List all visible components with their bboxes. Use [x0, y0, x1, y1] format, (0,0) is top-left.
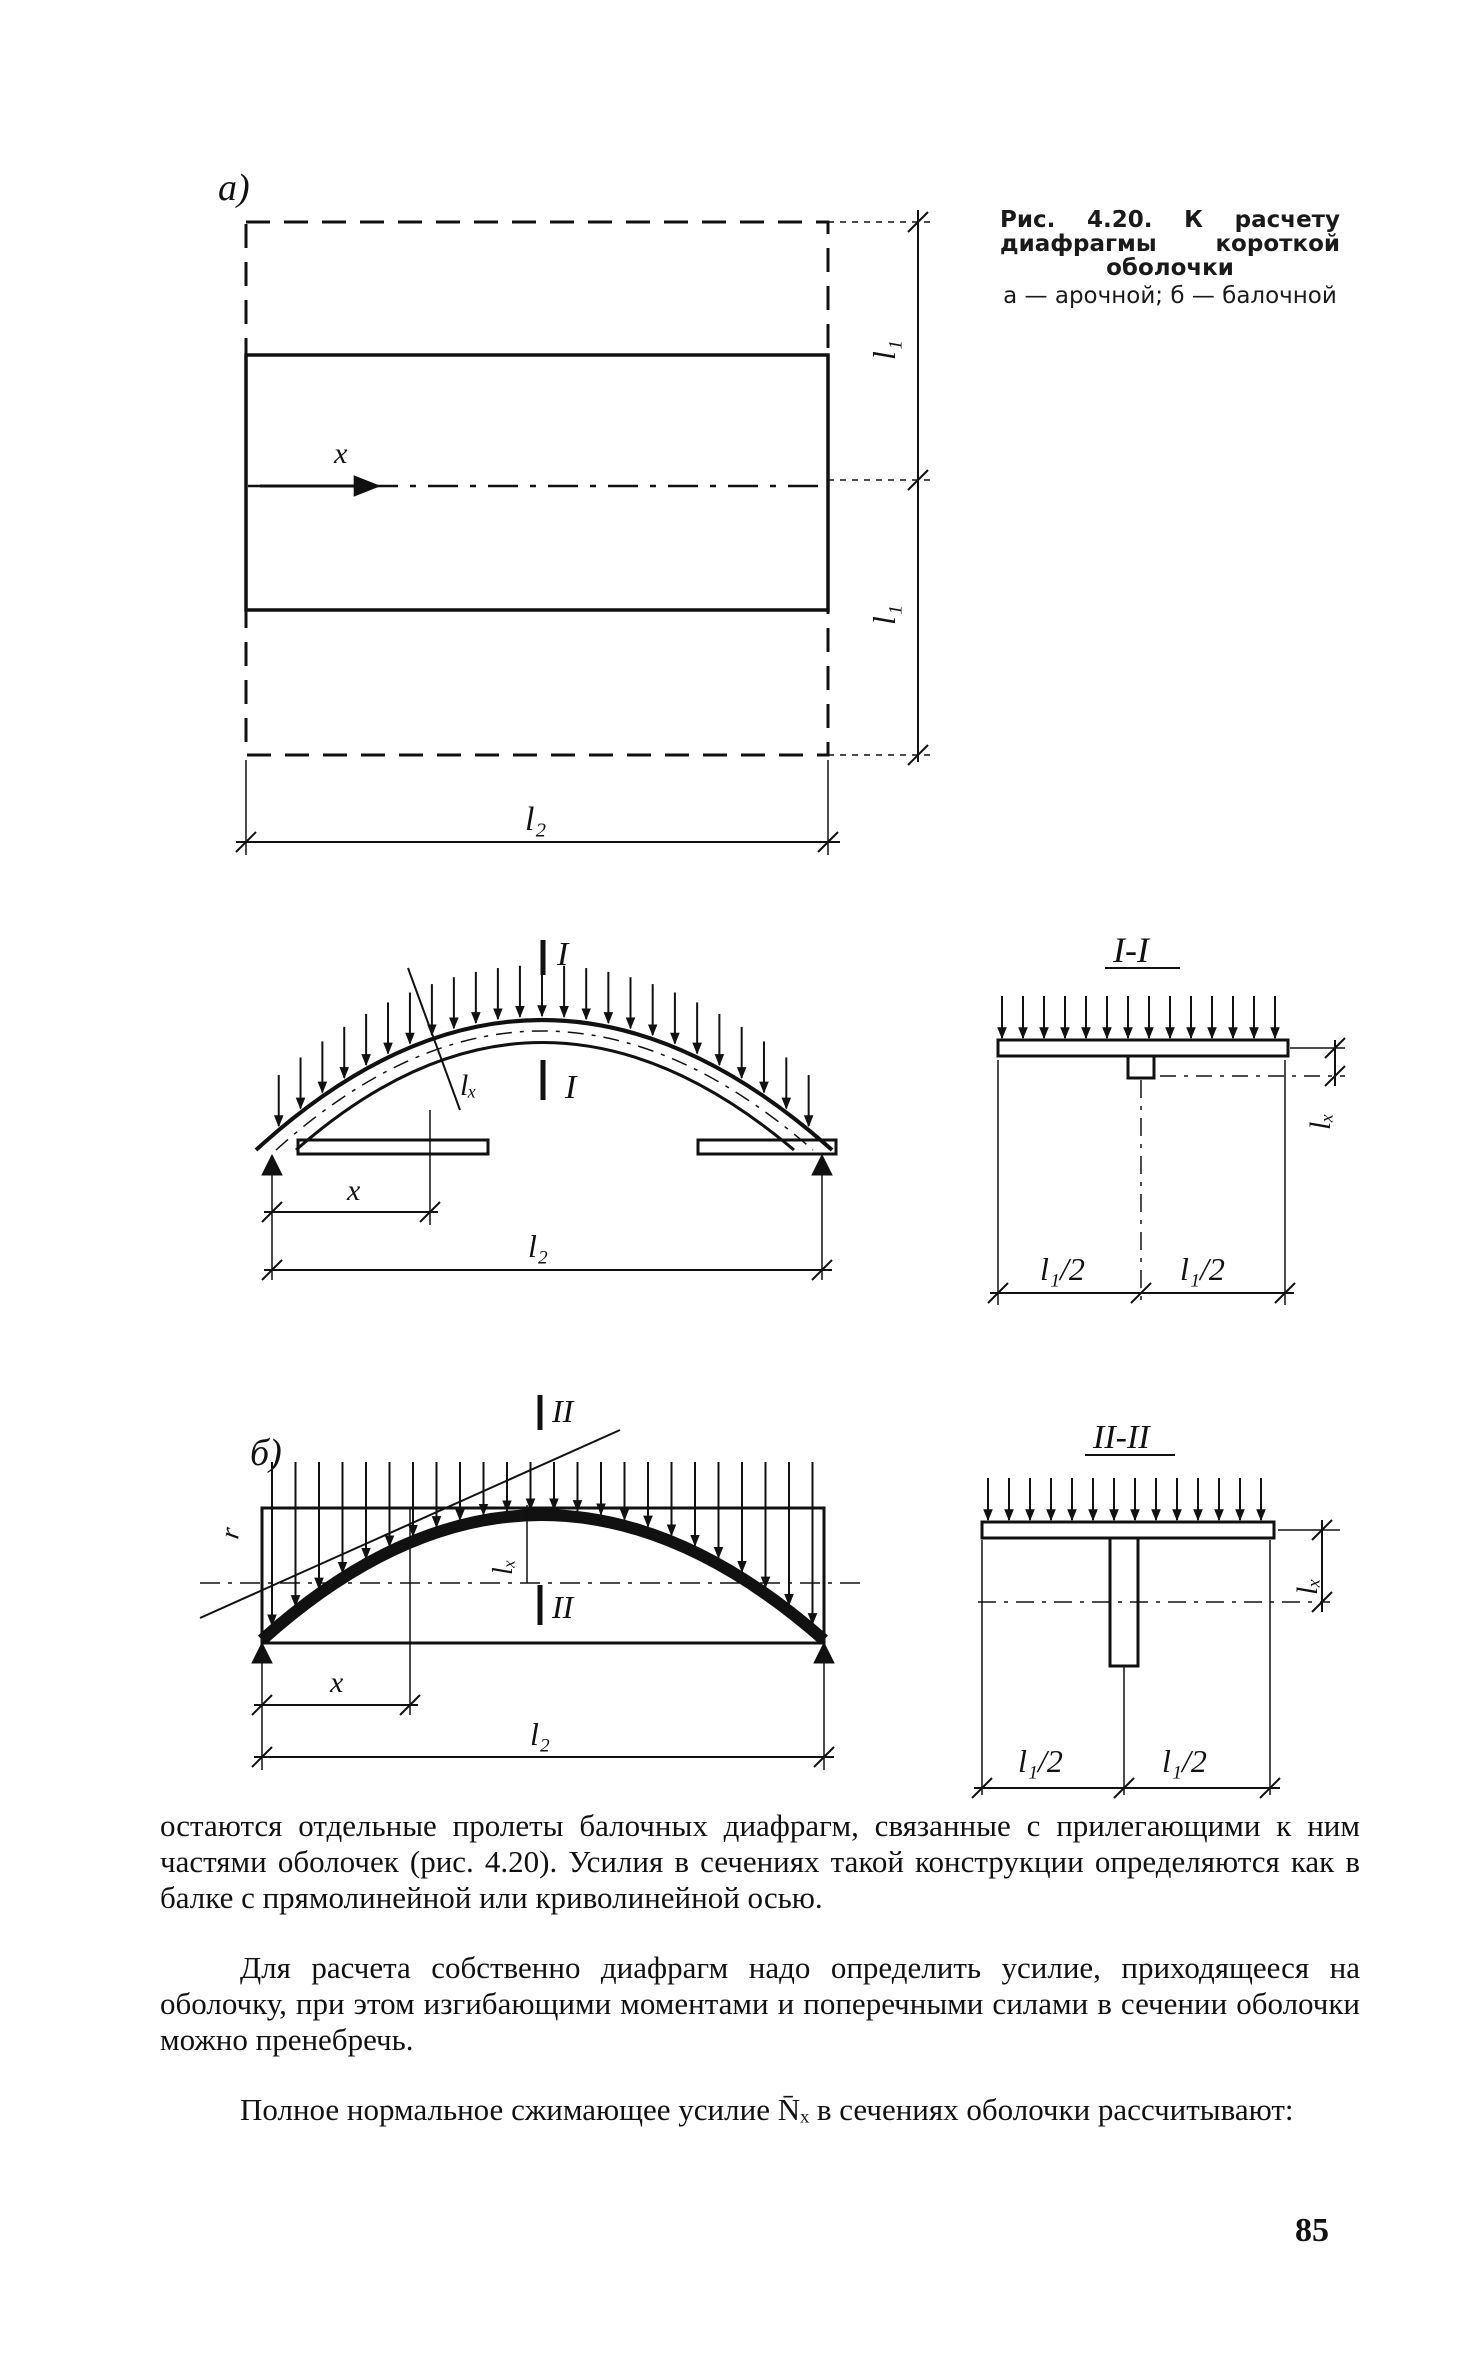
- paragraph-3: Полное нормальное сжимающее усилие N̄ₓ в сечениях оболочки рассчитывают:: [240, 2092, 1294, 2127]
- section-II-top: II: [552, 1393, 574, 1429]
- plan-view: [218, 167, 930, 855]
- beam-support-right: [814, 1643, 834, 1663]
- x-label-arch: x: [347, 1174, 361, 1207]
- caption-parts: а — арочной; б — балочной: [1003, 283, 1337, 309]
- half-l1-label-I-right: l₁/2: [1180, 1251, 1225, 1287]
- arch-normal-line: [408, 968, 460, 1110]
- half-l1-label-II-left: l₁/2: [1018, 1743, 1063, 1779]
- section-I-I-flange: [998, 1040, 1288, 1056]
- arch-left-flange: [298, 1140, 488, 1154]
- section-I-I-title: I-I: [1113, 930, 1149, 970]
- plan-outline-dashed: [246, 222, 828, 755]
- half-l1-label-II-right: l₁/2: [1162, 1743, 1207, 1779]
- beam-diaphragm: [200, 1393, 860, 1770]
- half-l1-label-I-left: l₁/2: [1040, 1251, 1085, 1287]
- section-I-I-rib: [1128, 1056, 1154, 1078]
- lx-label-beam: lₓ: [488, 1559, 519, 1575]
- arch-support-right: [812, 1155, 832, 1175]
- beam-support-left: [252, 1643, 272, 1663]
- angle-marker: r: [214, 1525, 247, 1542]
- section-II-II-title: II-II: [1093, 1419, 1150, 1456]
- caption-title: Рис. 4.20. К расчету диафрагмы короткой оболочки: [1000, 207, 1340, 281]
- arch-support-left: [262, 1155, 282, 1175]
- l1-label-top: l₁: [866, 339, 902, 360]
- lx-label-section-II: lₓ: [1291, 1578, 1324, 1595]
- lx-label-arch: lₓ: [460, 1069, 477, 1102]
- l2-label-arch: l₂: [528, 1228, 549, 1264]
- section-II-bottom: II: [552, 1589, 574, 1625]
- section-II-II: [972, 1419, 1340, 1798]
- section-II-II-flange: [982, 1522, 1274, 1538]
- section-I-top: I: [557, 936, 569, 973]
- lx-label-section-I: lₓ: [1304, 1113, 1337, 1130]
- x-label-beam: x: [330, 1666, 344, 1699]
- paragraph-1: остаются отдельные пролеты балочных диафрагм, связанные с прилегающими к ним частями оболочек (рис. 4.20). Усилия в сечениях такой конструкции определяются как в балке с прямолинейной или криволинейной осью.: [160, 1808, 1360, 1915]
- section-I-I: [988, 930, 1345, 1305]
- page-number: 85: [1295, 2212, 1329, 2249]
- x-label-plan: x: [334, 437, 348, 470]
- plan-strip-solid: [246, 355, 828, 610]
- part-b-label: б): [250, 1432, 282, 1474]
- l2-label-beam: l₂: [530, 1716, 551, 1752]
- figure-caption: [1000, 208, 1340, 308]
- section-I-bottom: I: [565, 1069, 577, 1106]
- l1-label-bottom: l₁: [866, 604, 902, 625]
- beam-shell-thick-arch: [262, 1515, 824, 1640]
- part-a-label: а): [218, 167, 250, 209]
- arch-right-flange: [698, 1140, 836, 1154]
- section-I-I-load-arrows: [1002, 996, 1275, 1038]
- paragraph-2: Для расчета собственно диафрагм надо определить усилие, приходящееся на оболочку, при этом изгибающими моментами и поперечными силами в сечении оболочки можно пренебречь.: [160, 1950, 1360, 2057]
- l2-label-plan: l₂: [525, 801, 547, 838]
- section-II-II-load-arrows: [988, 1478, 1261, 1520]
- arch-diaphragm: [256, 936, 836, 1280]
